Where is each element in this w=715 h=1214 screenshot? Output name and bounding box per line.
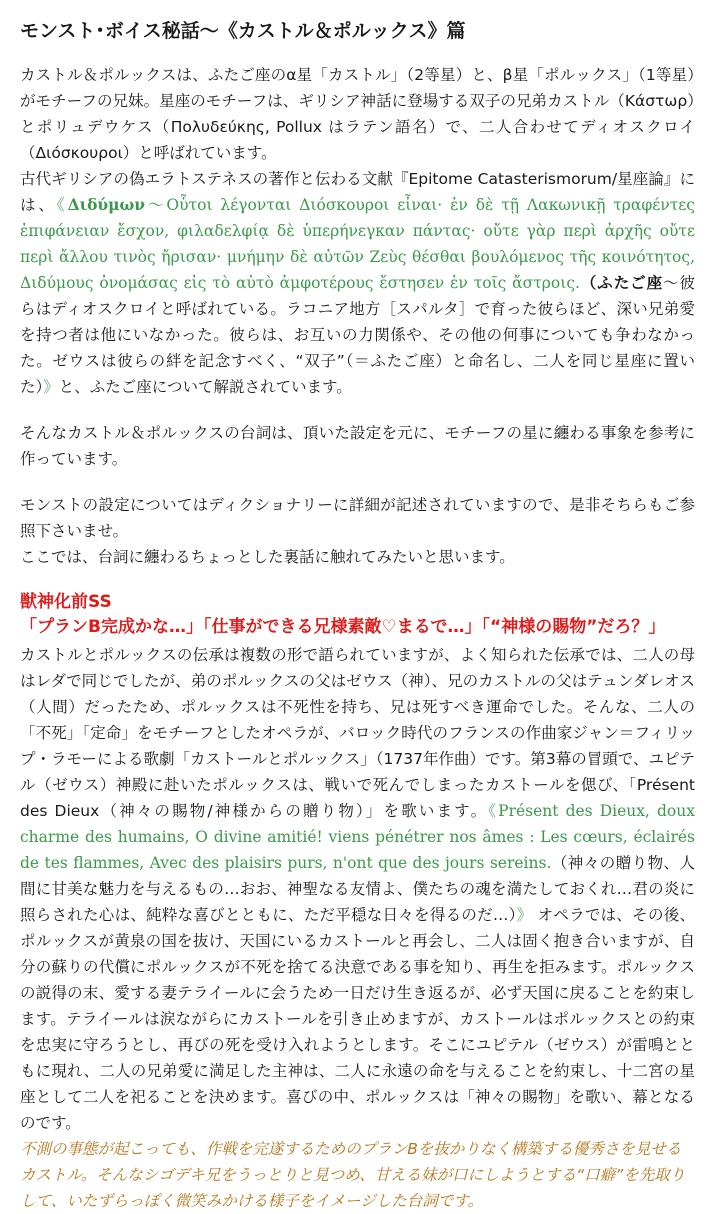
page-title: モンスト･ボイス秘話～《カストル＆ポルックス》篇 (20, 20, 466, 42)
voice-note: 不測の事態が起こっても、作戦を完遂するためのプランBを抜かりなく構築する優秀さを見せるカストル。そんなシゴデキ兄をうっとりと見つめ、甘える妹が口にしようとする“口癖”を先取りして、いたずらっぽく微笑みかける様子をイメージした台詞です。 (20, 1140, 686, 1210)
greek-open-bracket: 《 (56, 196, 68, 214)
spacer (20, 472, 695, 492)
section-body-a: カストルとポルックスの伝承は複数の形で語られていますが、よく知られた伝承では、二人の母はレダで同じでしたが、弟のポルックスの父はゼウス（神）、兄のカストルの父はテュンダレオス（人間）だったため、ポルックスは不死性を持ち、兄は死すべき運命でした。そんな、二人の「不死」「定命」をモチーフとしたオペラが、バロック時代のフランスの作曲家ジャン＝フィリップ・ラモーによる歌劇「カストールとポルックス」（1737年作曲）です。第3幕の冒頭で、ユピテル（ゼウス）神殿に赴いたポルックスは、戦いで死んでしまったカストールを偲び、「Présent des Dieux（神々の賜物/神様からの贈り物）」を歌います。 (20, 646, 695, 820)
intro-paragraph-4: モンストの設定についてはディクショナリーに詳細が記述されていますので、是非そちらもご参照下さいませ。 (20, 496, 695, 540)
intro-paragraph-1: カストル＆ポルックスは、ふたご座のα星「カストル」（2等星）と、β星「ポルックス」（1等星）がモチーフの兄妹。星座のモチーフは、ギリシア神話に登場する双子の兄弟カストル（Κάστωρ）とポリュデウケス（Πολυδεύκης, Pollux はラテン語名）で、二人合わせてディオスクロイ（Διόσκουροι）と呼ばれています。 (20, 66, 695, 162)
greek-translation: ～彼らはディオスクロイと呼ばれている。ラコニア地方［スパルタ］で育った彼らほど、深い兄弟愛を持つ者は他にいなかった。彼らは、お互いの力関係や、その他の何事についても争わなかった。ゼウスは彼らの絆を記念すべく、“双子”（＝ふたご座）と命名し、二人を同じ星座に置いた） (20, 274, 695, 396)
intro-p2-lead: 古代ギリシアの偽エラトステネスの著作と伝わる文献『Epitome Catasterismorum/星座論』には、 (20, 170, 695, 214)
section-body (20, 642, 695, 1136)
section-body-b: オペラでは、その後、ポルックスが黄泉の国を抜け、天国にいるカストールと再会し、二人は固く抱き合いますが、自分の蘇りの代償にポルックスが不死を捨てる決意である事を知り、再生を拒みます。ポルックスの説得の末、愛する妻テライールに会うため一日だけ生き返るが、必ず天国に戻ることを約束します。テライールは涙ながらにカストールを引き止めますが、カストールはポルックスとの約束を忠実に守ろうとし、再びの死を受け入れようとします。そこにユピテル（ゼウス）が雷鳴とともに現れ、二人の兄弟愛に満足した主神は、二人に永遠の命を与えることを約束し、十二宮の星座として二人を祀ることを決めます。喜びの中、ポルックスは「神々の賜物」を歌い、幕となるのです。 (20, 906, 695, 1132)
french-open-bracket: 《 (488, 802, 499, 820)
section-subheading: 「プランB完成かな…」「仕事ができる兄様素敵♡まるで…」「“神様の賜物”だろ？」 (20, 617, 666, 637)
greek-quote-title: Διδύμων (67, 195, 146, 214)
greek-close-bracket: 》 (43, 378, 59, 396)
spacer (20, 400, 695, 420)
greek-quote-text: ～Οὗτοι λέγονται Διόσκουροι εἶναι· ἐν δὲ τῇ Λακωνικῇ τραφέντες ἐπιφάνειαν ἔσχον, φιλαδελφίᾳ δὲ ὑπερήνεγκαν πάντας· οὔτε γὰρ περὶ ἀρχῆς οὔτε περὶ ἄλλου τινὸς ἤρισαν· μνήμην δὲ αὐτῶν Ζεὺς θέσθαι βουλόμενος τῆς κοινότητος, Διδύμους ὀνομάσας εἰς τὸ αὐτὸ ἀμφοτέρους ἔστησεν ἐν τοῖς ἄστροις. (20, 196, 695, 292)
intro-paragraph-3: そんなカストル＆ポルックスの台詞は、頂いた設定を元に、モチーフの星に纏わる事象を参考に作っています。 (20, 424, 695, 468)
section-heading: 獣神化前SS (20, 592, 112, 612)
french-quote-text: Présent des Dieux, doux charme des humains, O divine amitié! viens pénétrer nos âmes : Les cœurs, éclairés de tes flammes, Avec des plaisirs purs, n'ont que des jours sereins. (20, 802, 695, 872)
french-close-bracket: 》 (516, 906, 533, 924)
intro-paragraph-2 (20, 166, 695, 400)
french-translation: （神々の贈り物、人間に甘美な魅力を与えるもの…おお、神聖なる友情よ、僕たちの魂を満たしておくれ…君の炎に照らされた心は、純粋な喜びとともに、ただ平穏な日々を得るのだ…） (20, 854, 695, 924)
intro-paragraph-5: ここでは、台詞に纏わるちょっとした裏話に触れてみたいと思います。 (20, 548, 515, 566)
translation-label: （ふたご座 (579, 274, 664, 292)
spacer (20, 570, 695, 586)
intro-p2-tail: と、ふたご座について解説されています。 (58, 378, 352, 396)
